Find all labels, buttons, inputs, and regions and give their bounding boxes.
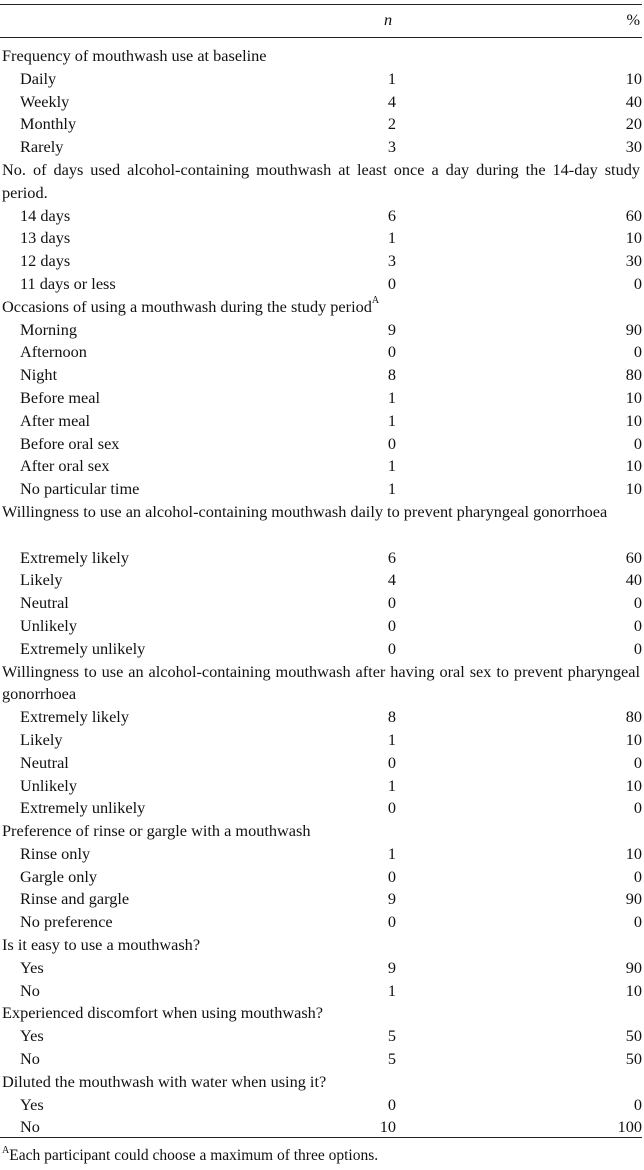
- row-label: Yes: [20, 957, 44, 977]
- footnote-marker: A: [371, 295, 380, 307]
- row-label: Extremely unlikely: [20, 638, 146, 658]
- row-label: Gargle only: [20, 866, 98, 886]
- percent-value: 90: [625, 889, 642, 909]
- section-row: [0, 820, 644, 843]
- section-label-text: Willingness to use an alcohol-containing mouthwash daily to prevent pharyngeal gonorrhoea: [2, 501, 608, 521]
- percent-value: 90: [625, 319, 642, 339]
- n-value: 0: [387, 638, 396, 658]
- percent-value: 10: [625, 775, 642, 795]
- n-value: 0: [387, 866, 396, 886]
- row-label: Likely: [20, 570, 63, 590]
- percent-value: 10: [625, 729, 642, 749]
- section-row: [0, 45, 644, 68]
- percent-value: 0: [633, 1094, 642, 1114]
- percent-value: 10: [625, 410, 642, 430]
- section-label-text: Willingness to use an alcohol-containing mouthwash after having oral sex to prevent pharyngeal gonorrhoea: [2, 661, 640, 704]
- table-body: [0, 45, 644, 1139]
- percent-value: 10: [625, 68, 642, 88]
- percent-value: 10: [625, 456, 642, 476]
- row-label: Before oral sex: [20, 433, 120, 453]
- n-value: 1: [387, 410, 396, 430]
- section-label-text: Is it easy to use a mouthwash?: [2, 935, 201, 955]
- bottom-rule: [0, 1137, 642, 1138]
- row-label: No: [20, 1049, 40, 1069]
- table-row: [0, 911, 644, 934]
- n-value: 1: [387, 980, 396, 1000]
- n-value: 0: [387, 615, 396, 635]
- percent-value: 80: [625, 707, 642, 727]
- row-label: Extremely likely: [20, 707, 129, 727]
- table-row: [0, 547, 644, 570]
- table-row: [0, 706, 644, 729]
- section-label-text: Preference of rinse or gargle with a mouthwash: [2, 821, 311, 841]
- percent-value: 60: [625, 205, 642, 225]
- top-rule: [0, 4, 642, 5]
- n-value: 0: [387, 593, 396, 613]
- table-row: [0, 91, 644, 114]
- percent-value: 90: [625, 957, 642, 977]
- n-value: 6: [387, 547, 396, 567]
- row-label: 12 days: [20, 251, 71, 271]
- table-row: [0, 1048, 644, 1071]
- table-row: [0, 775, 644, 798]
- section-row: [0, 661, 644, 707]
- row-label: 14 days: [20, 205, 71, 225]
- n-value: 1: [387, 843, 396, 863]
- n-value: 3: [387, 137, 396, 157]
- percent-value: 20: [625, 114, 642, 134]
- section-label: [2, 501, 640, 524]
- table-row: [0, 729, 644, 752]
- row-label: Unlikely: [20, 775, 77, 795]
- table-row: [0, 113, 644, 136]
- percent-value: 0: [633, 752, 642, 772]
- percent-value: 30: [625, 251, 642, 271]
- row-label: No particular time: [20, 479, 140, 499]
- n-value: 2: [387, 114, 396, 134]
- table-row: [0, 957, 644, 980]
- table-row: [0, 615, 644, 638]
- table-row: [0, 478, 644, 501]
- percent-value: 80: [625, 365, 642, 385]
- section-label-text: Diluted the mouthwash with water when using it?: [2, 1071, 327, 1091]
- percent-value: 0: [633, 342, 642, 362]
- row-label: Rinse only: [20, 843, 91, 863]
- percent-value: 0: [633, 615, 642, 635]
- row-label: Morning: [20, 319, 77, 339]
- section-label: [2, 1071, 640, 1094]
- table-row: [0, 205, 644, 228]
- row-label: Weekly: [20, 91, 70, 111]
- table-row: [0, 433, 644, 456]
- header-rule: [0, 37, 642, 38]
- table-row: [0, 638, 644, 661]
- percent-value: 0: [633, 638, 642, 658]
- row-label: Afternoon: [20, 342, 87, 362]
- row-label: Yes: [20, 1026, 44, 1046]
- percent-value: 0: [633, 433, 642, 453]
- percent-value: 60: [625, 547, 642, 567]
- n-value: 1: [387, 387, 396, 407]
- table-row: [0, 273, 644, 296]
- table-row: [0, 752, 644, 775]
- table-row: [0, 1094, 644, 1117]
- row-label: Before meal: [20, 387, 101, 407]
- n-value: 4: [387, 91, 396, 111]
- section-label-text: Frequency of mouthwash use at baseline: [2, 46, 267, 65]
- n-value: 10: [379, 1117, 396, 1137]
- n-value: 0: [387, 752, 396, 772]
- n-value: 9: [387, 957, 396, 977]
- table-row: [0, 888, 644, 911]
- percent-value: 0: [633, 912, 642, 932]
- n-value: 0: [387, 1094, 396, 1114]
- percent-value: 0: [633, 273, 642, 293]
- row-label: 13 days: [20, 228, 71, 248]
- percent-value: 10: [625, 479, 642, 499]
- percent-value: 40: [625, 570, 642, 590]
- row-label: Night: [20, 365, 58, 385]
- section-row: [0, 1071, 644, 1094]
- column-header-n: n: [384, 10, 393, 29]
- section-label: [2, 1002, 640, 1025]
- row-label: 11 days or less: [20, 273, 116, 293]
- row-label: Unlikely: [20, 615, 77, 635]
- n-value: 0: [387, 798, 396, 818]
- row-label: Daily: [20, 68, 57, 88]
- table-row: [0, 410, 644, 433]
- row-label: Rinse and gargle: [20, 889, 130, 909]
- percent-value: 10: [625, 843, 642, 863]
- table-row: [0, 136, 644, 159]
- table-row: [0, 387, 644, 410]
- section-row: [0, 159, 644, 205]
- percent-value: 0: [633, 593, 642, 613]
- section-row: [0, 501, 644, 547]
- percent-value: 50: [625, 1049, 642, 1069]
- table-row: [0, 569, 644, 592]
- n-value: 8: [387, 365, 396, 385]
- row-label: Yes: [20, 1094, 44, 1114]
- section-label: [2, 296, 640, 319]
- table-row: [0, 68, 644, 91]
- n-value: 1: [387, 729, 396, 749]
- n-value: 0: [387, 433, 396, 453]
- section-label-text: Occasions of using a mouthwash during the study period: [2, 296, 372, 316]
- percent-value: 10: [625, 387, 642, 407]
- footnote-marker: A: [2, 1144, 10, 1156]
- section-label: [2, 934, 640, 957]
- row-label: Extremely likely: [20, 547, 129, 567]
- n-value: 0: [387, 912, 396, 932]
- percent-value: 10: [625, 228, 642, 248]
- n-value: 3: [387, 251, 396, 271]
- row-label: Rarely: [20, 137, 64, 157]
- n-value: 5: [387, 1026, 396, 1046]
- percent-value: 10: [625, 980, 642, 1000]
- column-header-percent: %: [626, 10, 640, 29]
- n-value: 9: [387, 319, 396, 339]
- n-value: 9: [387, 889, 396, 909]
- table-row: [0, 341, 644, 364]
- row-label: No: [20, 1117, 40, 1137]
- percent-value: 100: [617, 1117, 642, 1137]
- section-label: [2, 159, 640, 205]
- table-row: [0, 364, 644, 387]
- table-row: [0, 227, 644, 250]
- table-row: [0, 1116, 644, 1139]
- table-row: [0, 797, 644, 820]
- row-label: No: [20, 980, 40, 1000]
- section-label: [2, 45, 640, 68]
- section-label: [2, 820, 640, 843]
- row-label: Extremely unlikely: [20, 798, 146, 818]
- section-row: [0, 296, 644, 319]
- percent-value: 0: [633, 798, 642, 818]
- n-value: 0: [387, 273, 396, 293]
- row-label: Likely: [20, 729, 63, 749]
- footnote-text: Each participant could choose a maximum of three options.: [9, 1147, 379, 1164]
- section-label: [2, 661, 640, 707]
- n-value: 1: [387, 775, 396, 795]
- n-value: 5: [387, 1049, 396, 1069]
- table-row: [0, 455, 644, 478]
- percent-value: 50: [625, 1026, 642, 1046]
- row-label: Monthly: [20, 114, 77, 134]
- row-label: Neutral: [20, 593, 69, 613]
- table-row: [0, 592, 644, 615]
- row-label: After meal: [20, 410, 91, 430]
- table-row: [0, 250, 644, 273]
- table-row: [0, 866, 644, 889]
- table-row: [0, 319, 644, 342]
- section-label-text: No. of days used alcohol-containing mouthwash at least once a day during the 14-day study period.: [2, 159, 640, 202]
- row-label: No preference: [20, 912, 113, 932]
- section-row: [0, 934, 644, 957]
- n-value: 1: [387, 456, 396, 476]
- row-label: Neutral: [20, 752, 69, 772]
- n-value: 1: [387, 228, 396, 248]
- table-row: [0, 843, 644, 866]
- n-value: 6: [387, 205, 396, 225]
- percent-value: 30: [625, 137, 642, 157]
- row-label: After oral sex: [20, 456, 110, 476]
- table-row: [0, 1025, 644, 1048]
- percent-value: 40: [625, 91, 642, 111]
- n-value: 8: [387, 707, 396, 727]
- n-value: 1: [387, 68, 396, 88]
- n-value: 4: [387, 570, 396, 590]
- section-label-text: Experienced discomfort when using mouthwash?: [2, 1003, 324, 1023]
- table-row: [0, 980, 644, 1003]
- section-row: [0, 1002, 644, 1025]
- table-footnote: [2, 1146, 378, 1166]
- n-value: 0: [387, 342, 396, 362]
- percent-value: 0: [633, 866, 642, 886]
- n-value: 1: [387, 479, 396, 499]
